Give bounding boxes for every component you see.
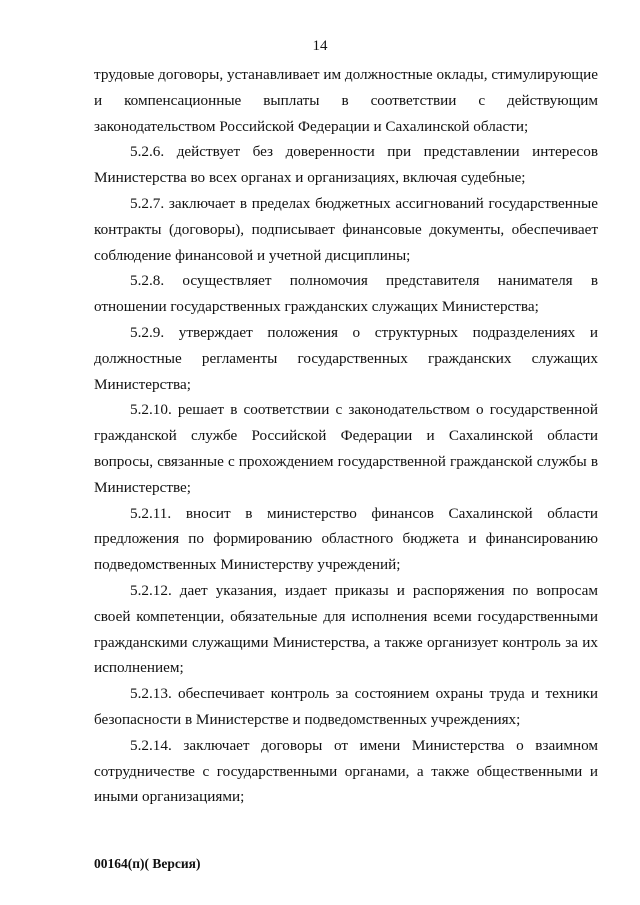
paragraph-continuation: трудовые договоры, устанавливает им должностные оклады, стимулирующие и компенсационные выплаты в соответствии с действующим законодательством Российской Федерации и Сахалинской области; <box>94 66 598 135</box>
paragraph-5-2-14: 5.2.14. заключает договоры от имени Министерства о взаимном сотрудничестве с государственными органами, а также общественными и иными организациями; <box>94 736 598 806</box>
paragraph-5-2-7: 5.2.7. заключает в пределах бюджетных ассигнований государственные контракты (договоры), подписывает финансовые документы, обеспечивает соблюдение финансовой и учетной дисциплины; <box>94 194 598 264</box>
paragraph-5-2-9: 5.2.9. утверждает положения о структурных подразделениях и должностные регламенты государственных гражданских служащих Министерства; <box>94 323 598 393</box>
paragraph-5-2-6: 5.2.6. действует без доверенности при представлении интересов Министерства во всех органах и организациях, включая судебные; <box>94 143 598 187</box>
paragraph-5-2-8: 5.2.8. осуществляет полномочия представителя нанимателя в отношении государственных гражданских служащих Министерства; <box>94 272 598 316</box>
paragraph-5-2-11: 5.2.11. вносит в министерство финансов Сахалинской области предложения по формированию областного бюджета и финансированию подведомственных Министерству учреждений; <box>94 504 598 574</box>
paragraph-5-2-13: 5.2.13. обеспечивает контроль за состоянием охраны труда и техники безопасности в Министерстве и подведомственных учреждениях; <box>94 685 598 728</box>
document-body <box>94 62 598 810</box>
paragraph-5-2-12: 5.2.12. дает указания, издает приказы и распоряжения по вопросам своей компетенции, обязательные для исполнения всеми государственными гражданскими служащими Министерства, а также организует контроль за их исполнением; <box>94 581 598 677</box>
document-code-footer: 00164(п)( Версия) <box>94 856 201 871</box>
page-number: 14 <box>312 38 328 54</box>
paragraph-5-2-10: 5.2.10. решает в соответствии с законодательством о государственной гражданской службе Российской Федерации и Сахалинской области вопросы, связанные с прохождением государственной гражданской службы в Министерстве; <box>94 401 598 496</box>
